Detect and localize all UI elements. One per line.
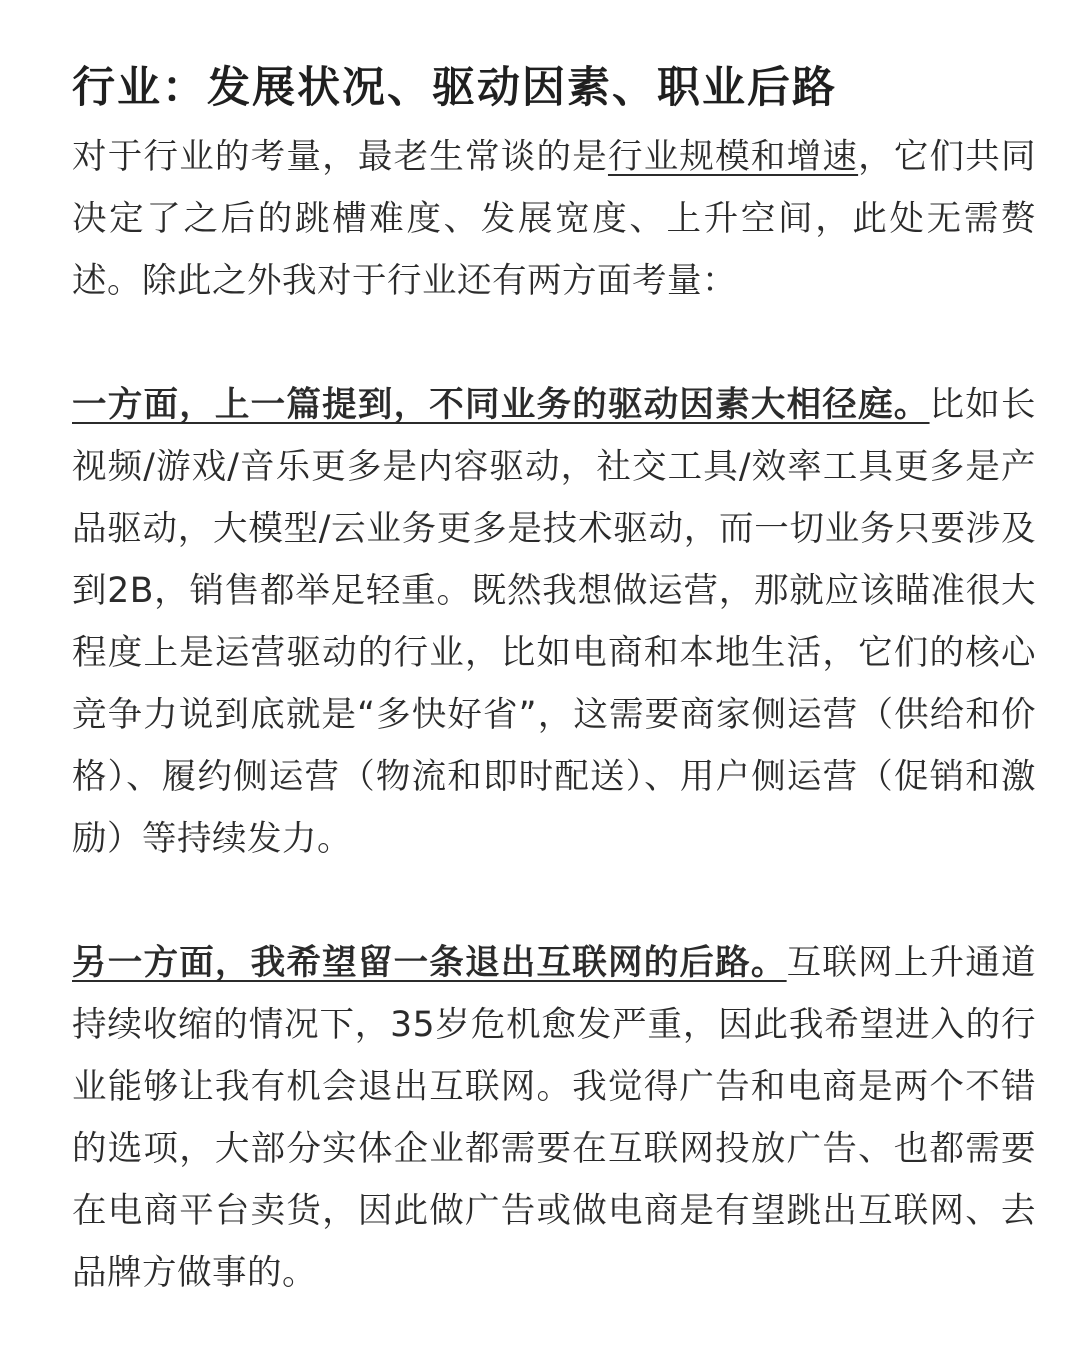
intro-highlight: 行业规模和增速	[607, 137, 859, 177]
paragraph-intro	[72, 126, 1036, 312]
intro-text-after: ，它们共同决定了之后的跳槽难度、发展宽度、上升空间，此处无需赘述。除此之外我对于行业还有两方面考量：	[72, 137, 1037, 301]
article	[72, 0, 1036, 1304]
drivers-lead: 一方面，上一篇提到，不同业务的驱动因素大相径庭。	[72, 385, 930, 425]
paragraph-exit-path	[72, 932, 1036, 1304]
exit-path-body: 互联网上升通道持续收缩的情况下，35岁危机愈发严重，因此我希望进入的行业能够让我有机会退出互联网。我觉得广告和电商是两个不错的选项，大部分实体企业都需要在互联网投放广告、也都需要在电商平台卖货，因此做广告或做电商是有望跳出互联网、去品牌方做事的。	[72, 943, 1037, 1293]
exit-path-lead: 另一方面，我希望留一条退出互联网的后路。	[72, 943, 787, 983]
article-title: 行业：发展状况、驱动因素、职业后路	[72, 63, 837, 113]
intro-text-before: 对于行业的考量，最老生常谈的是	[72, 137, 608, 177]
paragraph-drivers	[72, 374, 1036, 870]
drivers-body: 比如长视频/游戏/音乐更多是内容驱动，社交工具/效率工具更多是产品驱动，大模型/云业务更多是技术驱动，而一切业务只要涉及到2B，销售都举足轻重。既然我想做运营，那就应该瞄准很大程度上是运营驱动的行业，比如电商和本地生活，它们的核心竞争力说到底就是“多快好省”，这需要商家侧运营（供给和价格）、履约侧运营（物流和即时配送）、用户侧运营（促销和激励）等持续发力。	[72, 385, 1037, 859]
